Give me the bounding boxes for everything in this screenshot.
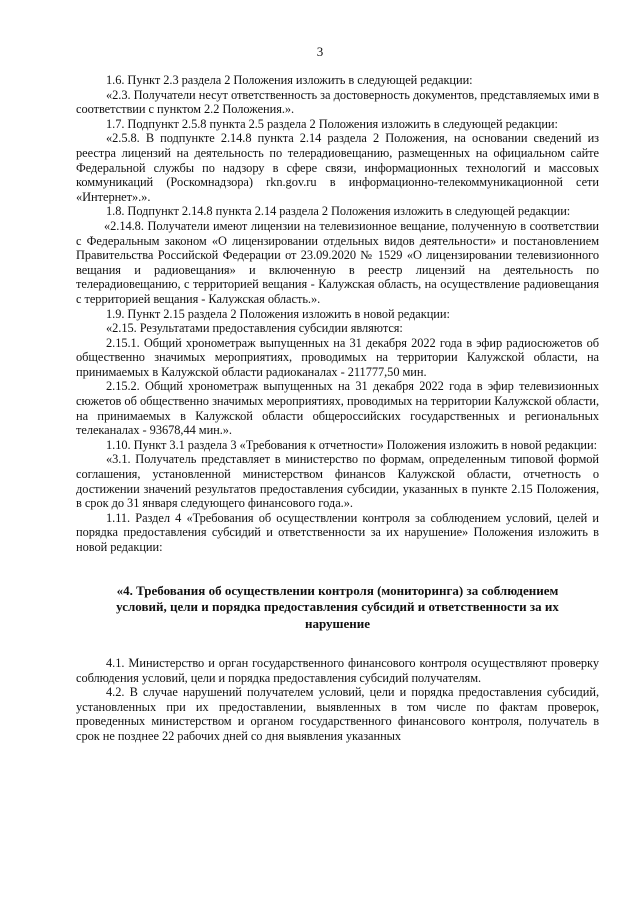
paragraph-2-15: «2.15. Результатами предоставления субсидии являются: xyxy=(106,321,403,336)
paragraph-2-14-8: «2.14.8. Получатели имеют лицензии на телевизионное вещание, полученную в соответствии с Федеральным законом «О лицензировании отдельных видов деятельности» и постановлением Правительства Российской Федерации от 23.09.2020 № 1529 «О лицензировании телевизионного вещания и радиовещания» и включенную в реестр лицензий на деятельность по телерадиовещанию, с территорией вещания - Калужская область, на осуществление радиовещания с территорией вещания - Калужская область.». xyxy=(76,218,599,306)
paragraph-2-3: «2.3. Получатели несут ответственность за достоверность документов, представляемых ими в соответствии с пунктом 2.2 Положения.». xyxy=(76,87,599,117)
paragraph-2-15-1: 2.15.1. Общий хронометраж выпущенных на 31 декабря 2022 года в эфир радиосюжетов об общественно значимых мероприятиях, проводимых на территории Калужской области, на принимаемых в Калужской области радиоканалах - 211777,50 мин. xyxy=(76,335,599,379)
paragraph-1-9: 1.9. Пункт 2.15 раздела 2 Положения изложить в новой редакции: xyxy=(106,306,450,321)
paragraph-1-6: 1.6. Пункт 2.3 раздела 2 Положения изложить в следующей редакции: xyxy=(106,73,473,87)
paragraph-2-5-8: «2.5.8. В подпункте 2.14.8 пункта 2.14 раздела 2 Положения, на основании сведений из реестра лицензий на деятельность по телерадиовещанию, размещенных на официальном сайте Федеральной службы по надзору в сфере связи, информационных технологий и массовых коммуникаций (Роскомнадзора) rkn.gov.ru в информационно-телекоммуникационной сети «Интернет».». xyxy=(76,131,599,204)
paragraph-1-11: 1.11. Раздел 4 «Требования об осуществлении контроля за соблюдением условий, целей и порядка предоставления субсидий и ответственности за их нарушение» Положения изложить в новой редакции: xyxy=(76,510,599,554)
paragraph-2-15-2: 2.15.2. Общий хронометраж выпущенных на 31 декабря 2022 года в эфир телевизионных сюжетов об общественно значимых мероприятиях, проводимых на территории Калужской области, на принимаемых в Калужской области общероссийских государственных и региональных телеканалах - 93678,44 мин.». xyxy=(76,379,599,438)
paragraph-3-1: «3.1. Получатель представляет в министерство по формам, определенным типовой формой соглашения, установленной министерством финансов Калужской области, отчетность о достижении значений результатов предоставления субсидии, указанных в пункте 2.15 Положения, в срок до 31 января следующего финансового года.». xyxy=(76,452,599,511)
paragraph-4-1: 4.1. Министерство и орган государственного финансового контроля осуществляют проверку соблюдения условий, цели и порядка предоставления субсидий получателям. xyxy=(76,656,599,685)
paragraph-4-2: 4.2. В случае нарушений получателем условий, цели и порядка предоставления субсидий, установленных при их предоставлении, выявленных в том числе по фактам проверок, проведенных министерством и органом государственного финансового контроля, получатель в срок не позднее 22 рабочих дней со дня выявления указанных xyxy=(76,685,599,744)
page-number: 3 xyxy=(316,44,324,59)
paragraph-1-10: 1.10. Пункт 3.1 раздела 3 «Требования к отчетности» Положения изложить в новой редакции: xyxy=(106,437,597,452)
document-body xyxy=(76,73,599,744)
paragraph-1-8: 1.8. Подпункт 2.14.8 пункта 2.14 раздела 2 Положения изложить в следующей редакции: xyxy=(106,204,571,219)
section-4-heading: «4. Требования об осуществлении контроля (мониторинга) за соблюдением условий, цели и порядка предоставления субсидий и ответственности за их нарушение xyxy=(116,582,559,631)
paragraph-1-7: 1.7. Подпункт 2.5.8 пункта 2.5 раздела 2 Положения изложить в следующей редакции: xyxy=(106,116,558,131)
